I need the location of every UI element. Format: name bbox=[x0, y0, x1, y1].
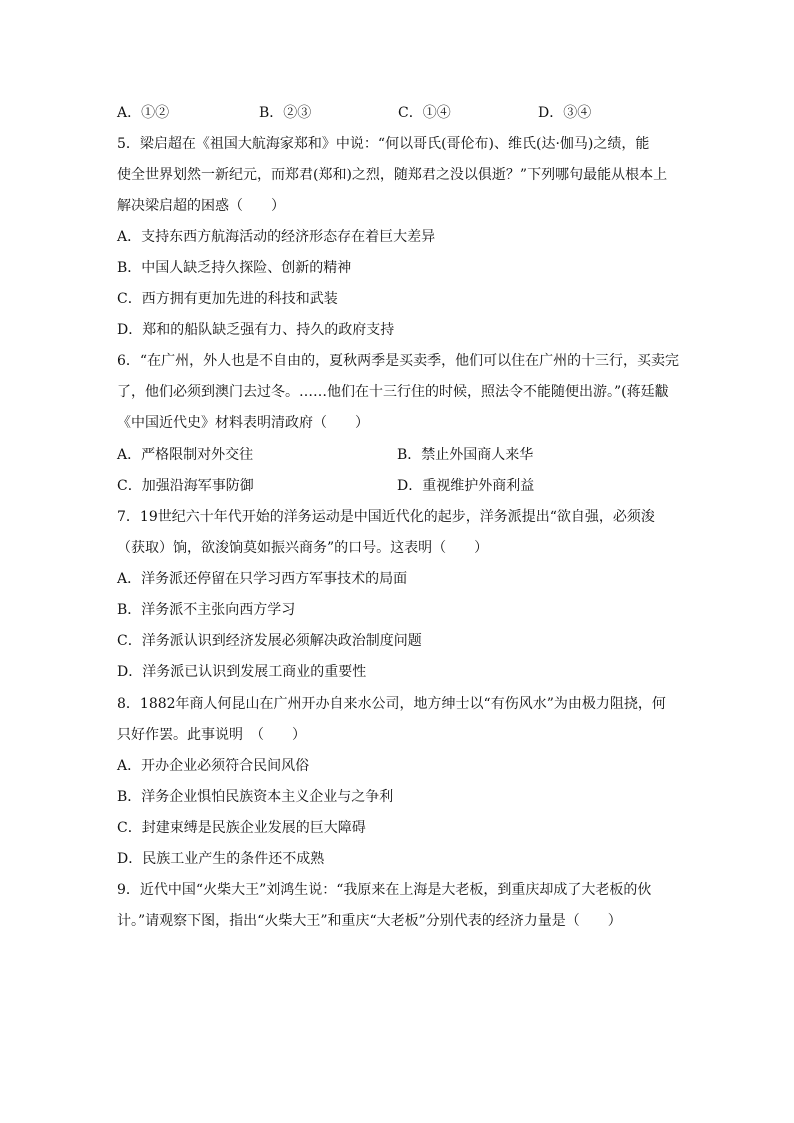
q7-stem-line-1: 7．19世纪六十年代开始的洋务运动是中国近代化的起步，洋务派提出“欲自强，必须浚 bbox=[117, 509, 655, 525]
q7-stem-line-2: （获取）饷，欲浚饷莫如振兴商务”的口号。这表明（ ） bbox=[117, 540, 489, 556]
q8-stem-line-1: 8．1882年商人何昆山在广州开办自来水公司，地方绅士以“有伤风水”为由极力阻挠，何 bbox=[117, 696, 666, 712]
q6-option-a: A．严格限制对外交往 bbox=[117, 447, 254, 463]
q8-option-a: A．开办企业必须符合民间风俗 bbox=[117, 758, 310, 774]
q6-option-c: C．加强沿海军事防御 bbox=[117, 478, 254, 494]
q6-stem-line-3: 《中国近代史》材料表明清政府（ ） bbox=[117, 415, 369, 431]
q7-option-d: D．洋务派已认识到发展工商业的重要性 bbox=[117, 664, 367, 680]
q6-stem-line-2: 了，他们必须到澳门去过冬。……他们在十三行住的时候，照法令不能随便出游。”(蒋廷黻 bbox=[117, 384, 669, 400]
q9-stem-line-2: 计。”请观察下图，指出“火柴大王”和重庆“大老板”分别代表的经济力量是（ ） bbox=[117, 913, 622, 929]
q8-stem-line-2: 只好作罢。此事说明 （ ） bbox=[117, 727, 306, 743]
q5-option-a: A．支持东西方航海活动的经济形态存在着巨大差异 bbox=[117, 229, 436, 245]
q4-option-c: C．①④ bbox=[398, 105, 451, 121]
q4-option-a: A．①② bbox=[117, 105, 170, 121]
q4-option-b: B．②③ bbox=[259, 105, 312, 121]
q5-option-d: D．郑和的船队缺乏强有力、持久的政府支持 bbox=[117, 322, 395, 338]
q5-stem-line-3: 解决梁启超的困惑（ ） bbox=[117, 198, 285, 214]
q8-option-d: D．民族工业产生的条件还不成熟 bbox=[117, 851, 325, 867]
q4-option-d: D．③④ bbox=[538, 105, 592, 121]
q5-stem-line-2: 使全世界划然一新纪元，而郑君(郑和)之烈，随郑君之没以俱逝？”下列哪句最能从根本上 bbox=[117, 167, 668, 183]
q8-option-c: C．封建束缚是民族企业发展的巨大障碍 bbox=[117, 820, 366, 836]
q6-option-d: D．重视维护外商利益 bbox=[397, 478, 535, 494]
q6-stem-line-1: 6．“在广州，外人也是不自由的，夏秋两季是买卖季，他们可以住在广州的十三行，买卖完 bbox=[117, 353, 680, 369]
q8-option-b: B．洋务企业惧怕民族资本主义企业与之争利 bbox=[117, 789, 394, 805]
q7-option-a: A．洋务派还停留在只学习西方军事技术的局面 bbox=[117, 571, 408, 587]
q7-option-b: B．洋务派不主张向西方学习 bbox=[117, 602, 296, 618]
q9-stem-line-1: 9．近代中国“火柴大王”刘鸿生说：“我原来在上海是大老板，到重庆却成了大老板的伙 bbox=[117, 882, 652, 898]
q7-option-c: C．洋务派认识到经济发展必须解决政治制度问题 bbox=[117, 633, 422, 649]
q5-stem-line-1: 5．梁启超在《祖国大航海家郑和》中说：“何以哥氏(哥伦布)、维氏(达·伽马)之绩，能 bbox=[117, 136, 650, 152]
q5-option-b: B．中国人缺乏持久探险、创新的精神 bbox=[117, 260, 352, 276]
q5-option-c: C．西方拥有更加先进的科技和武装 bbox=[117, 291, 338, 307]
q6-option-b: B．禁止外国商人来华 bbox=[397, 447, 534, 463]
